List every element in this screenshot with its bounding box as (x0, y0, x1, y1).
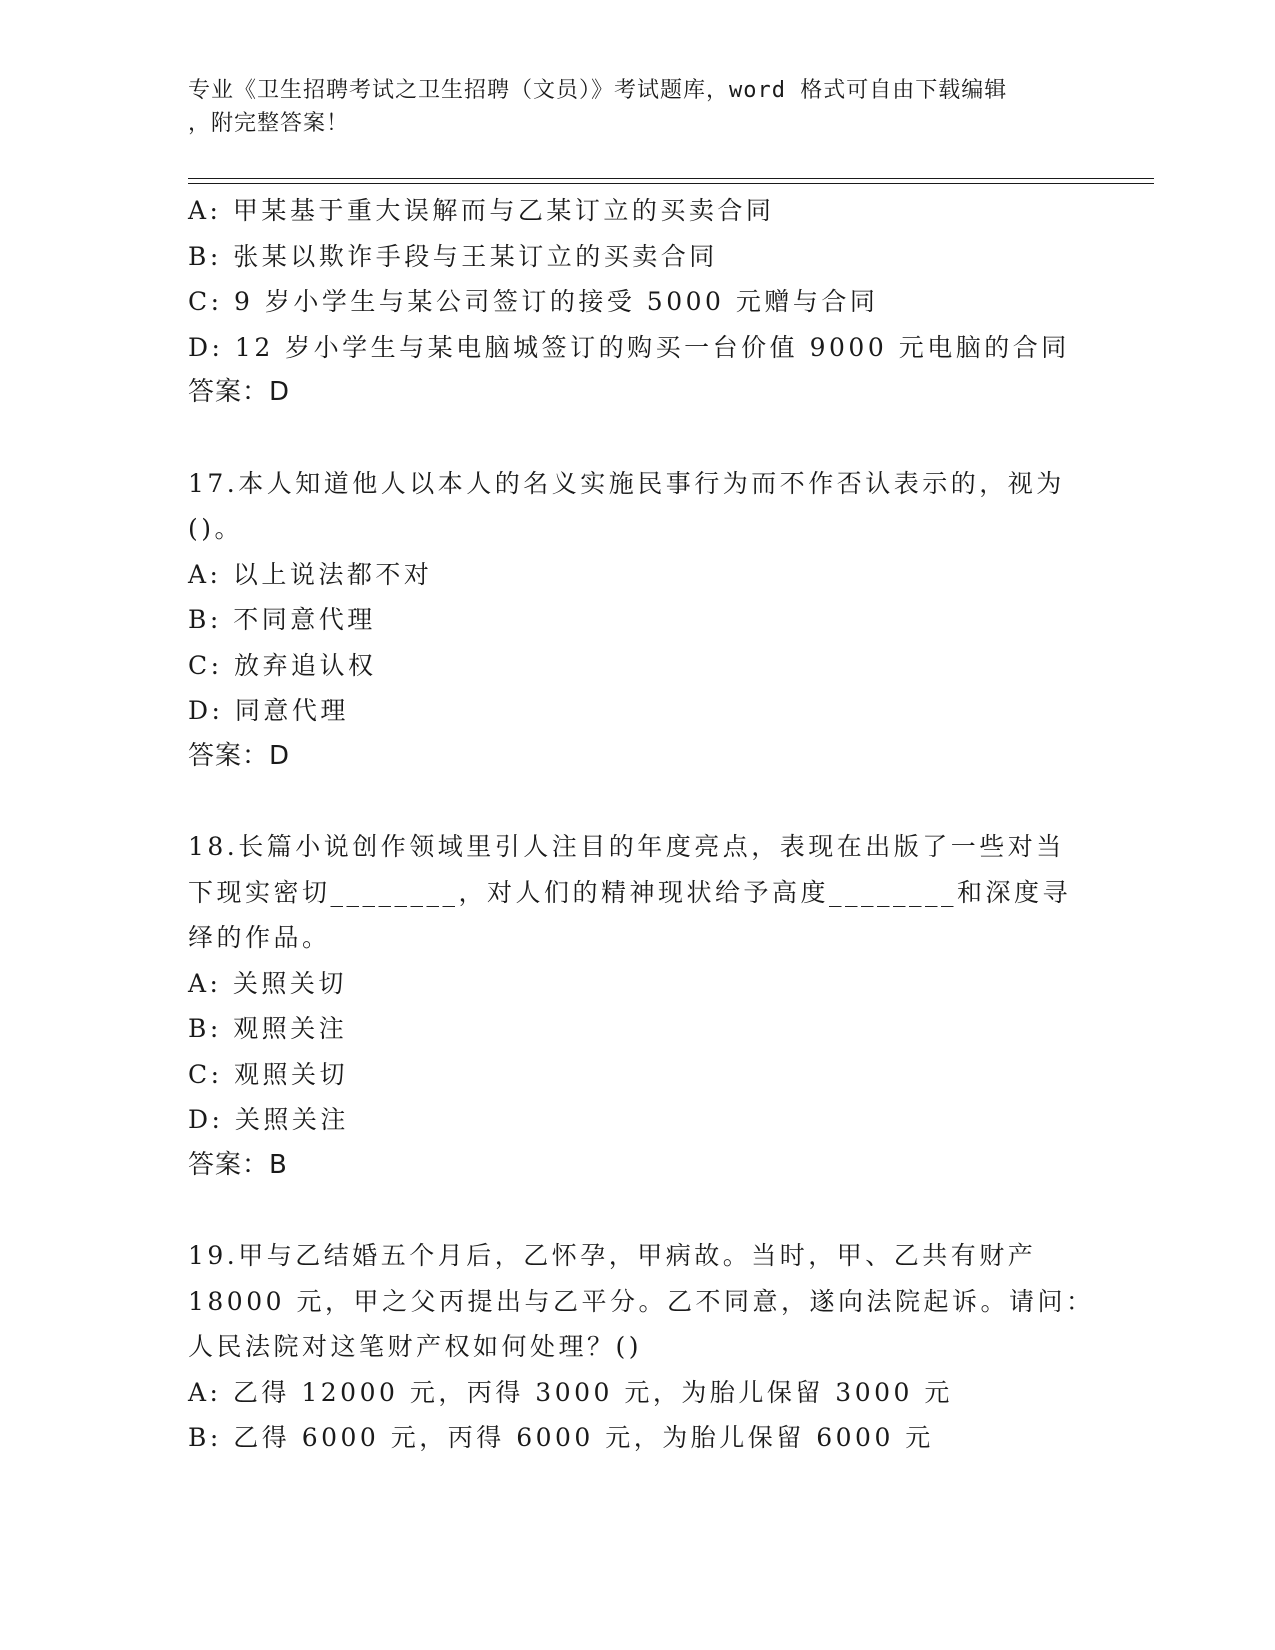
option-b: B: 不同意代理 (188, 605, 376, 634)
option-c: C: 9 岁小学生与某公司签订的接受 5000 元赠与合同 (188, 287, 879, 316)
question-stem-line: ()。 (188, 514, 244, 543)
header-divider-top (188, 178, 1154, 179)
option-d: D: 同意代理 (188, 696, 349, 725)
option-a: A: 甲某基于重大误解而与乙某订立的买卖合同 (188, 196, 775, 225)
spacer (188, 779, 1088, 824)
question-16 (188, 188, 1088, 416)
question-stem-line: 下现实密切________，对人们的精神现状给予高度________和深度寻 (188, 877, 1072, 907)
spacer (188, 1188, 1088, 1233)
answer: 答案：D (188, 740, 291, 771)
option-c: C: 观照关切 (188, 1059, 348, 1089)
question-stem-line: 绎的作品。 (188, 923, 331, 952)
question-list (188, 188, 1095, 1461)
option-a: A: 以上说法都不对 (188, 559, 433, 589)
option-b: B: 观照关注 (188, 1014, 348, 1043)
option-d: D: 12 岁小学生与某电脑城签订的购买一台价值 9000 元电脑的合同 (188, 332, 1070, 362)
question-19 (188, 1233, 1095, 1461)
document-header (188, 74, 1088, 140)
question-17 (188, 461, 1088, 780)
question-stem-line: 人民法院对这笔财产权如何处理？() (188, 1332, 643, 1361)
header-divider-bottom (188, 183, 1154, 184)
option-a: A: 关照关切 (188, 968, 347, 998)
question-stem-line: 18.长篇小说创作领域里引人注目的年度亮点，表现在出版了一些对当 (188, 832, 1065, 861)
spacer (188, 416, 1088, 461)
option-a: A: 乙得 12000 元，丙得 3000 元，为胎儿保留 3000 元 (188, 1377, 953, 1407)
header-line-1: 专业《卫生招聘考试之卫生招聘（文员）》考试题库，word 格式可自由下载编辑 (188, 78, 1008, 103)
option-b: B: 乙得 6000 元，丙得 6000 元，为胎儿保留 6000 元 (188, 1423, 934, 1452)
answer: 答案：D (188, 377, 291, 407)
option-d: D: 关照关注 (188, 1105, 349, 1134)
question-18 (188, 824, 1088, 1188)
option-c: C: 放弃追认权 (188, 650, 377, 680)
question-stem-line: 18000 元，甲之父丙提出与乙平分。乙不同意，遂向法院起诉。请问： (188, 1286, 1095, 1316)
answer: 答案：B (188, 1149, 288, 1180)
header-line-2: ，附完整答案！ (188, 111, 350, 136)
option-b: B: 张某以欺诈手段与王某订立的买卖合同 (188, 241, 718, 271)
question-stem-line: 19.甲与乙结婚五个月后，乙怀孕，甲病故。当时，甲、乙共有财产 (188, 1241, 1037, 1270)
question-stem-line: 17.本人知道他人以本人的名义实施民事行为而不作否认表示的，视为 (188, 468, 1065, 498)
